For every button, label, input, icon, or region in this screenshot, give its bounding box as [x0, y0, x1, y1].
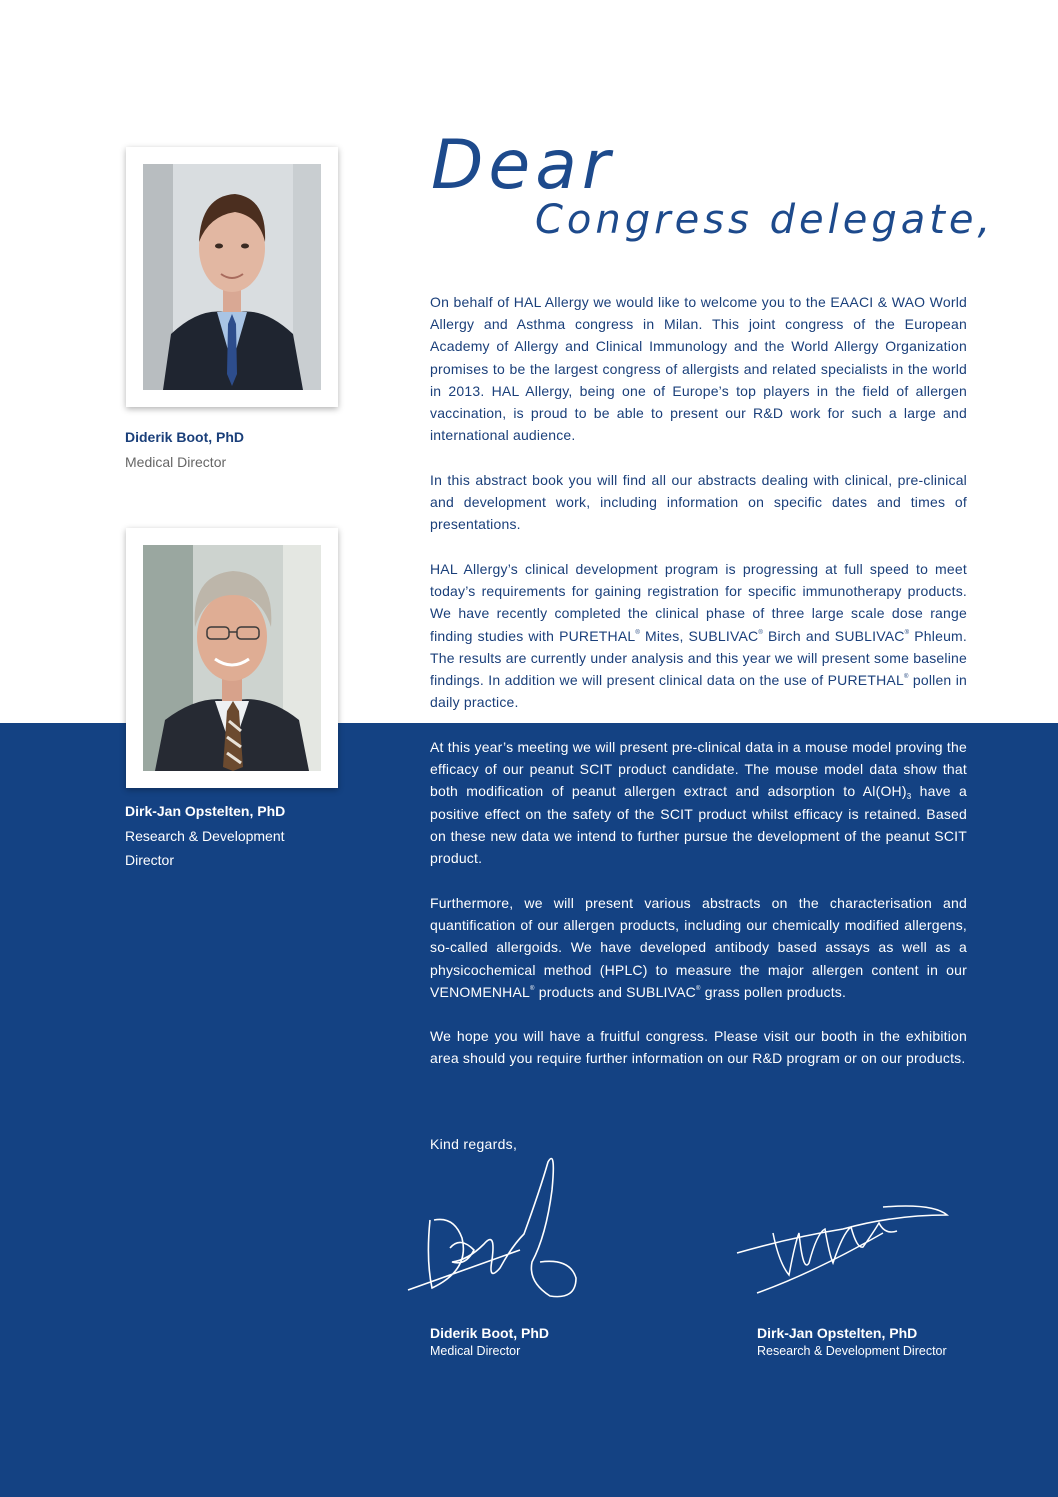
signature-diderik-boot — [400, 1150, 590, 1310]
portrait-photo-1 — [143, 164, 321, 390]
paragraph-clinical-development: HAL Allergy’s clinical development program is progressing at full speed to meet today’s requirements for gaining registration for specific immunotherapy products. We have recently completed the clinical phase of three large scale dose range finding studies with PURETHAL® Mites, SUBLIVAC® Birch and SUBLIVAC® Phleum. The results are currently under analysis and this year we will present some baseline findings. In addition we will present clinical data on the use of PURETHAL® pollen in daily practice. — [430, 561, 968, 711]
kind-regards: Kind regards, — [430, 1136, 518, 1152]
paragraph-closing-wish: We hope you will have a fruitful congress. Please visit our booth in the exhibition area should you require further information on our R&D program or on our products. — [430, 1028, 967, 1067]
portrait-diderik-boot — [126, 147, 338, 407]
portrait-dirk-jan-opstelten — [126, 528, 338, 788]
signature-dirk-jan-opstelten — [733, 1193, 953, 1303]
person-2-name: Dirk-Jan Opstelten, PhD — [125, 803, 286, 819]
signatory-1-name: Diderik Boot, PhD — [430, 1325, 550, 1341]
signatory-1-role: Medical Director — [430, 1344, 521, 1358]
greeting-congress-delegate: Congress delegate, — [535, 197, 995, 243]
paragraph-abstract-book: In this abstract book you will find all our abstracts dealing with clinical, pre-clinical and development work, including information on specific dates and times of presentations. — [430, 472, 967, 533]
person-1-name: Diderik Boot, PhD — [125, 429, 245, 445]
signatory-2-name: Dirk-Jan Opstelten, PhD — [757, 1325, 918, 1341]
paragraph-preclinical-data: At this year’s meeting we will present pre-clinical data in a mouse model proving the efficacy of our peanut SCIT product candidate. The mouse model data show that both modification of peanut allergen extract and adsorption to $Al(OH)_3$ have a positive effect on the safety of the SCIT product whilst efficacy is retained. Based on these new data we intend to further pursue the development of the peanut SCIT product. — [430, 739, 967, 867]
paragraph-characterisation: Furthermore, we will present various abstracts on the characterisation and quantification of our allergen products, including our chemically modified allergens, so-called allergoids. We have developed antibody based assays as well as a physicochemical method (HPLC) to measure the major allergen content in our VENOMENHAL® products and SUBLIVAC® grass pollen products. — [430, 895, 967, 1000]
person-1-role: Medical Director — [125, 454, 227, 470]
greeting-dear: Dear — [431, 126, 615, 205]
paragraph-welcome: On behalf of HAL Allergy we would like to welcome you to the EAACI & WAO World Allergy and Asthma congress in Milan. This joint congress of the European Academy of Allergy and Clinical Immunology and the World Allergy Organization promises to be the largest congress of allergists and related specialists in the world in 2013. HAL Allergy, being one of Europe’s top players in the field of allergen vaccination, is proud to be able to present our R&D work for such a large and international audience. — [430, 294, 967, 444]
person-2-role-line1: Research & Development — [125, 828, 285, 844]
portrait-photo-2 — [143, 545, 321, 771]
signatory-2-role: Research & Development Director — [757, 1344, 947, 1358]
person-2-role-line2: Director — [125, 852, 175, 868]
